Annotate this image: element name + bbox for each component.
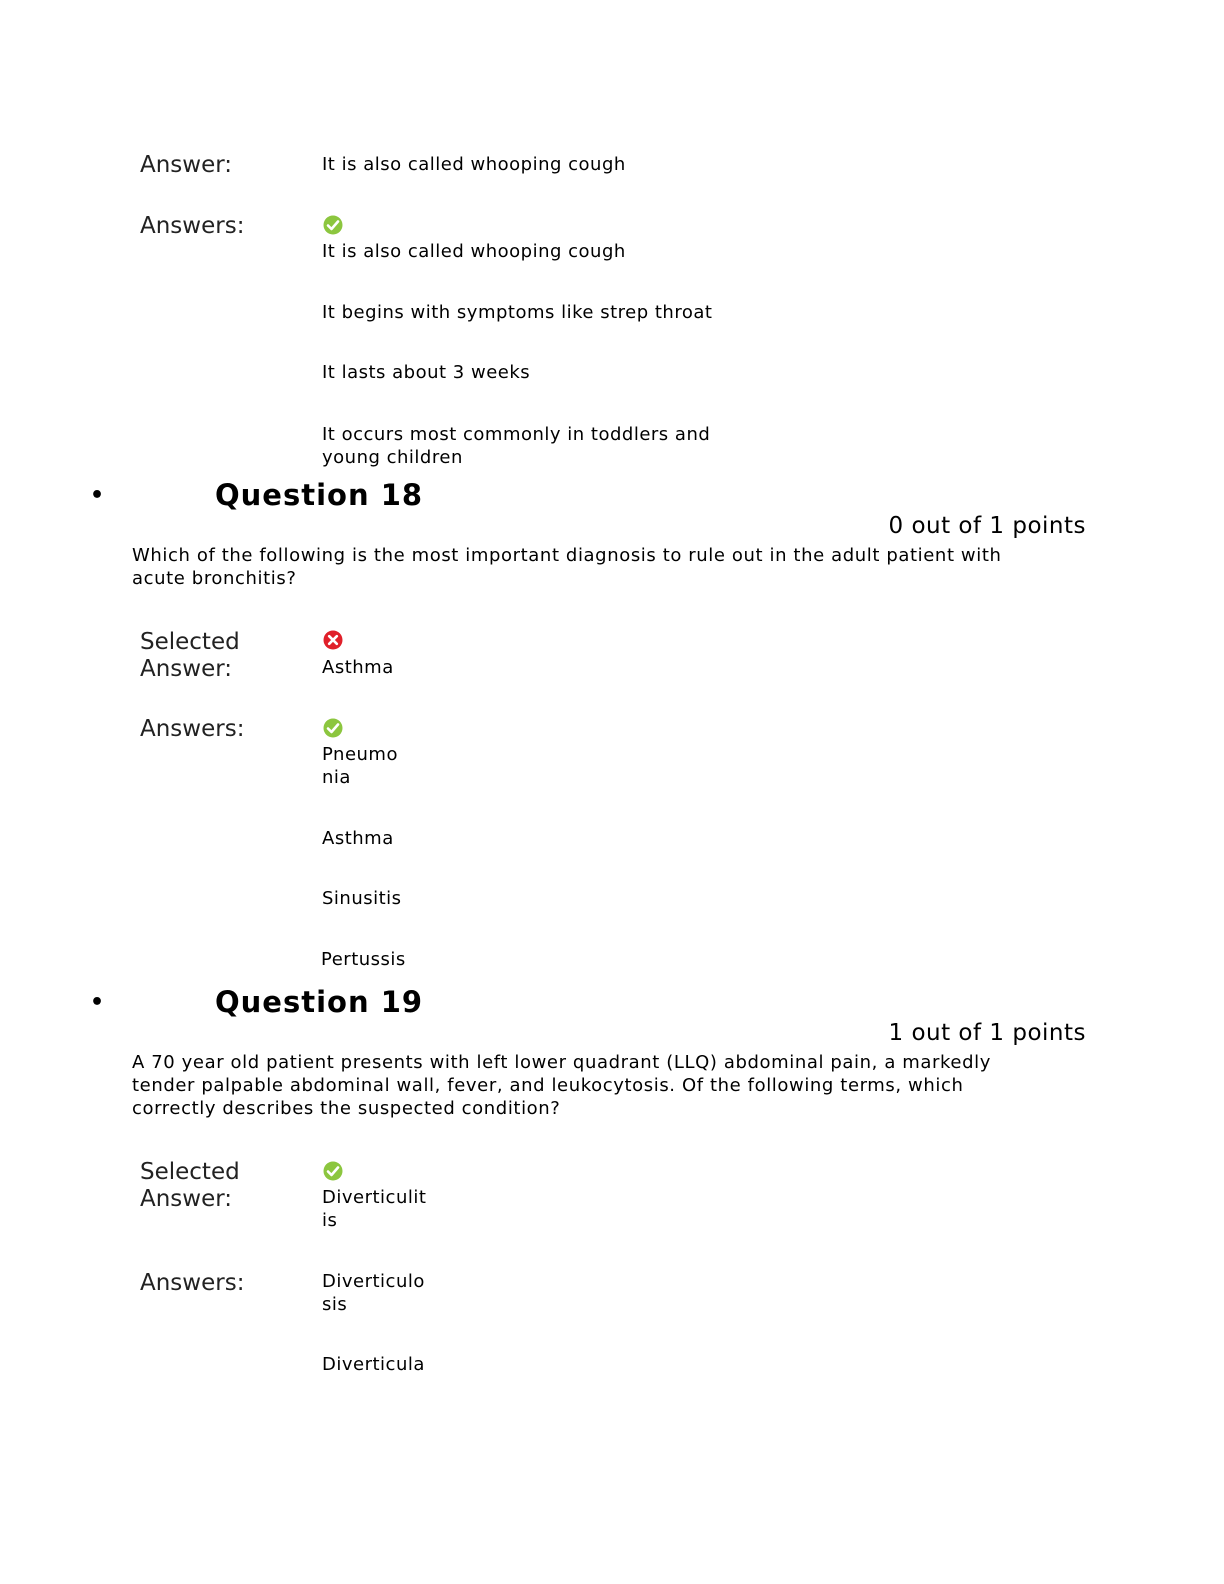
question-points: 1 out of 1 points [888,1020,1086,1046]
answer-option: It occurs most commonly in toddlers and young children [322,424,711,468]
answer-value: It is also called whooping cough [322,154,626,175]
question-title: Question 19 [215,985,424,1019]
answer-option: Diverticulo [322,1271,425,1292]
answers-label: Answers: [140,716,245,742]
answer-option: sis [322,1294,348,1315]
selected-label: Selected [140,1159,240,1185]
answer-option: It lasts about 3 weeks [322,362,531,383]
answer-option: Asthma [322,828,394,849]
answer-option: It begins with symptoms like strep throat [322,302,713,323]
answers-label: Answers: [140,1270,245,1296]
selected-label: Selected [140,629,240,655]
answers-label: Answers: [140,213,245,239]
answer-option: Pneumo [322,744,398,765]
question-bullet: • [90,483,105,508]
check-circle-icon [323,1161,343,1181]
answer-option: nia [322,767,351,788]
question-text: Which of the following is the most important diagnosis to rule out in the adult patient with acute bronchitis? [132,545,1002,589]
selected-answer-value: Asthma [322,657,394,678]
check-circle-icon [323,215,343,235]
question-text: A 70 year old patient presents with left lower quadrant (LLQ) abdominal pain, a markedly tender palpable abdominal wall, fever, and leukocytosis. Of the following terms, which correctly describes the suspected condition? [132,1052,991,1119]
question-bullet: • [90,990,105,1015]
answer-option: Diverticula [322,1354,425,1375]
question-points: 0 out of 1 points [888,513,1086,539]
answer-label: Answer: [140,152,233,178]
question-title: Question 18 [215,478,424,512]
selected-label: Answer: [140,656,233,682]
selected-answer-value: is [322,1210,338,1231]
answer-option: Sinusitis [322,888,402,909]
check-circle-icon [323,718,343,738]
selected-answer-value: Diverticulit [322,1187,427,1208]
answer-option: Pertussis [321,949,406,970]
x-circle-icon [323,630,343,650]
selected-label: Answer: [140,1186,233,1212]
answer-option: It is also called whooping cough [322,241,626,262]
